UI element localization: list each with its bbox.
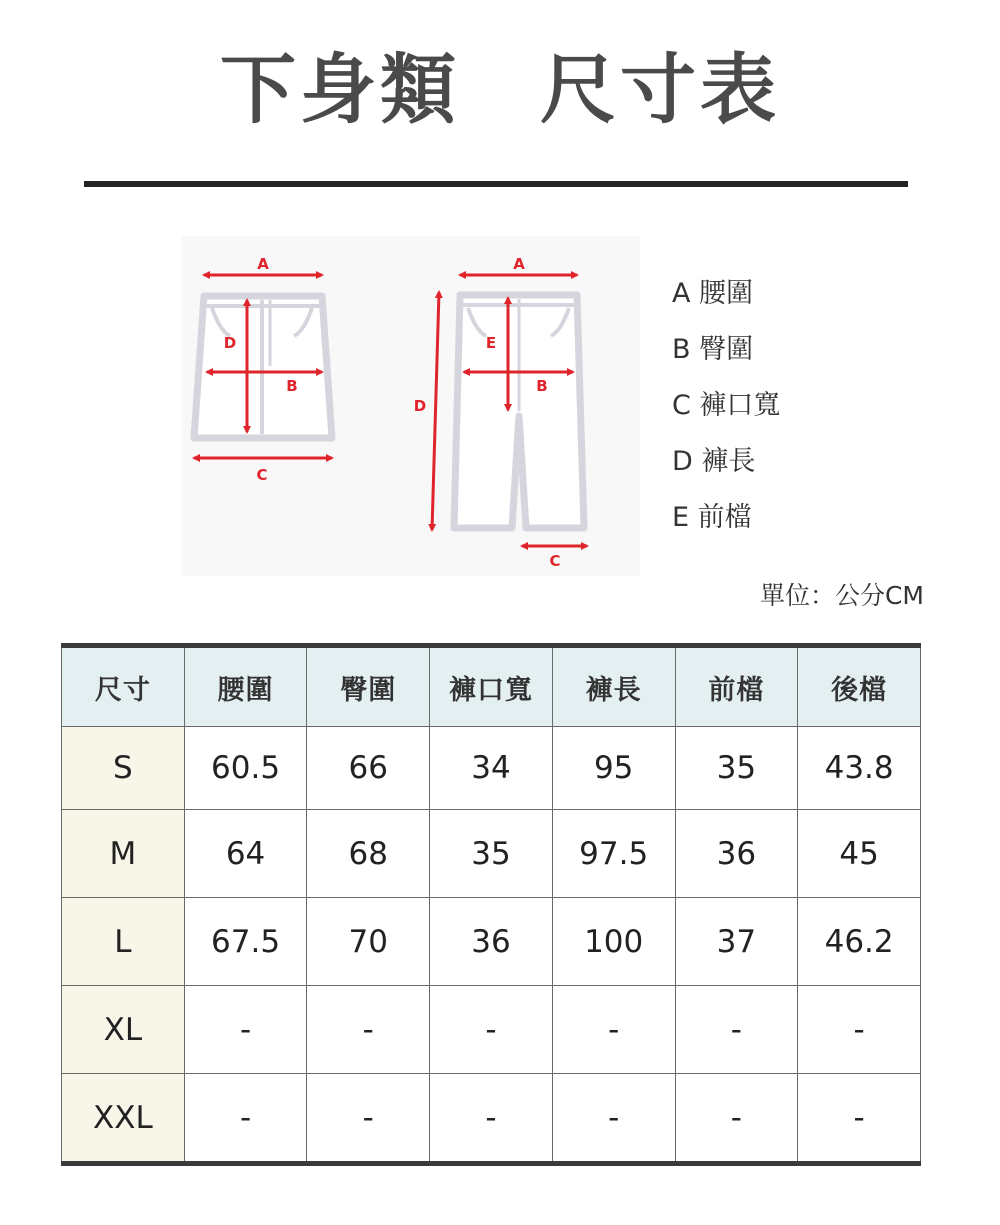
table-cell: - [430, 1074, 553, 1164]
table-cell: - [184, 1074, 307, 1164]
shorts-illustration [194, 296, 332, 438]
size-cell: M [62, 810, 185, 898]
table-cell: - [552, 1074, 675, 1164]
table-cell: - [675, 1074, 798, 1164]
title-divider [84, 181, 908, 187]
table-cell: - [552, 986, 675, 1074]
table-cell: - [307, 986, 430, 1074]
table-row [62, 810, 921, 898]
legend-item-c: C 褲口寬 [672, 390, 781, 421]
table-cell: - [798, 986, 921, 1074]
size-cell: XL [62, 986, 185, 1074]
table-cell: 45 [798, 810, 921, 898]
table-cell: 60.5 [184, 727, 307, 810]
header-hip: 臀圍 [307, 646, 430, 727]
measurement-diagram [182, 236, 640, 576]
table-cell: 100 [552, 898, 675, 986]
table-cell: - [307, 1074, 430, 1164]
table-cell: 35 [430, 810, 553, 898]
header-back-rise: 後檔 [798, 646, 921, 727]
measurement-legend [672, 274, 780, 554]
header-waist: 腰圍 [184, 646, 307, 727]
pants-label-b: B [536, 377, 548, 395]
pants-label-c: C [549, 552, 561, 570]
header-length: 褲長 [552, 646, 675, 727]
size-cell: XXL [62, 1074, 185, 1164]
shorts-label-b: B [286, 377, 298, 395]
shorts-label-c: C [256, 466, 268, 484]
table-cell: 34 [430, 727, 553, 810]
table-cell: 97.5 [552, 810, 675, 898]
table-row [62, 986, 921, 1074]
size-table [61, 643, 921, 1166]
legend-item-d: D 褲長 [672, 446, 756, 477]
table-cell: - [798, 1074, 921, 1164]
table-row [62, 727, 921, 810]
shorts-label-d: D [223, 334, 237, 352]
table-cell: 36 [430, 898, 553, 986]
legend-item-b: B 臀圍 [672, 334, 754, 365]
table-cell: 64 [184, 810, 307, 898]
table-cell: 66 [307, 727, 430, 810]
table-header-row [62, 646, 921, 727]
table-cell: 70 [307, 898, 430, 986]
table-cell: - [675, 986, 798, 1074]
size-cell: S [62, 727, 185, 810]
header-front-rise: 前檔 [675, 646, 798, 727]
table-cell: 36 [675, 810, 798, 898]
header-leg-opening: 褲口寬 [430, 646, 553, 727]
table-cell: 46.2 [798, 898, 921, 986]
page-title: 下身類 尺寸表 [220, 45, 780, 134]
table-cell: 37 [675, 898, 798, 986]
legend-item-a: A 腰圍 [672, 278, 754, 309]
size-cell: L [62, 898, 185, 986]
pants-label-d: D [413, 397, 427, 415]
table-cell: - [184, 986, 307, 1074]
table-cell: 95 [552, 727, 675, 810]
table-cell: 35 [675, 727, 798, 810]
pants-label-a: A [513, 255, 525, 273]
pants-label-e: E [485, 334, 497, 352]
legend-item-e: E 前檔 [672, 502, 752, 533]
table-cell: - [430, 986, 553, 1074]
unit-note: 單位：公分CM [759, 581, 924, 610]
table-row [62, 898, 921, 986]
shorts-label-a: A [257, 255, 269, 273]
pants-diagram-svg [182, 236, 640, 576]
table-cell: 68 [307, 810, 430, 898]
header-size: 尺寸 [62, 646, 185, 727]
table-row [62, 1074, 921, 1164]
table-cell: 43.8 [798, 727, 921, 810]
table-cell: 67.5 [184, 898, 307, 986]
pants-illustration [454, 295, 584, 528]
